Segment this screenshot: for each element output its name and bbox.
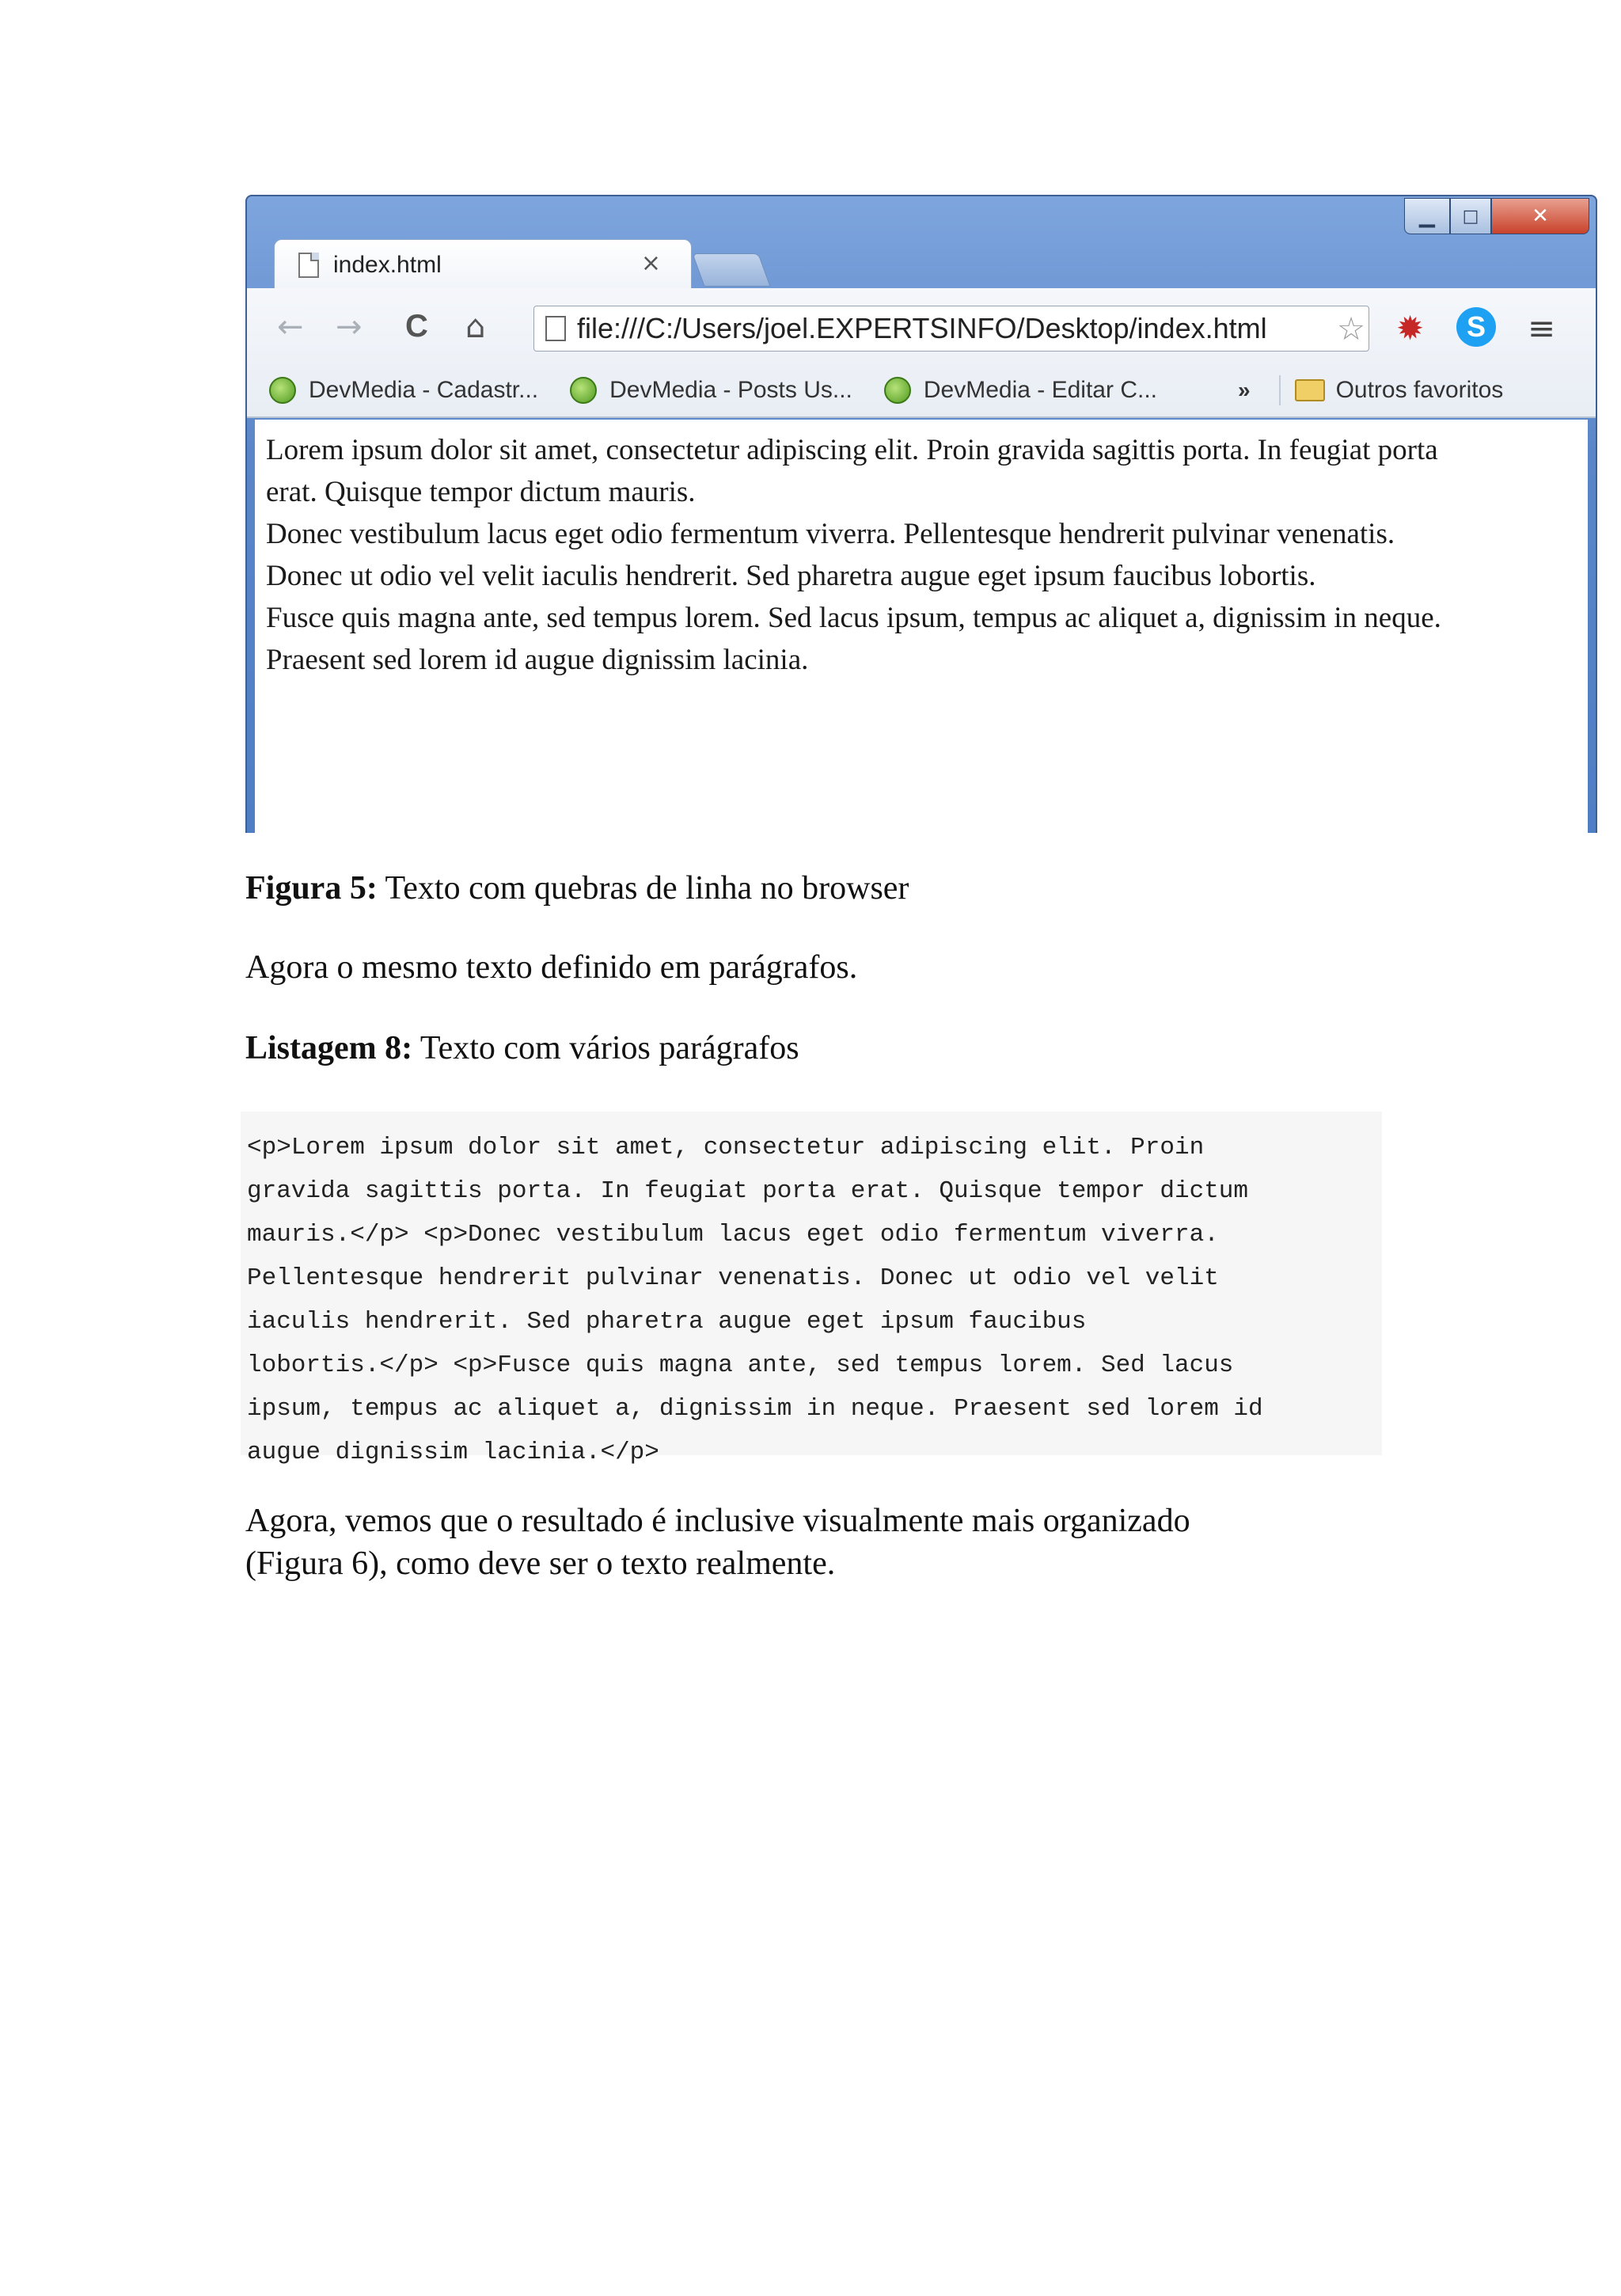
bookmark-label: DevMedia - Posts Us... bbox=[609, 377, 852, 403]
content-line: Lorem ipsum dolor sit amet, consectetur adipiscing elit. Proin gravida sagittis porta. In feugiat porta bbox=[266, 434, 1438, 466]
star-icon[interactable]: ☆ bbox=[1337, 311, 1365, 348]
figure-caption-text: Texto com quebras de linha no browser bbox=[377, 870, 909, 907]
bookmark-label: DevMedia - Editar C... bbox=[923, 377, 1157, 403]
content-line: erat. Quisque tempor dictum mauris. bbox=[266, 476, 696, 508]
bug-extension-icon[interactable]: ✹ bbox=[1396, 309, 1425, 348]
code-line: augue dignissim lacinia.</p> bbox=[247, 1439, 659, 1466]
address-bar[interactable] bbox=[533, 306, 1369, 352]
page-viewport bbox=[255, 420, 1588, 833]
page-icon bbox=[545, 316, 566, 341]
devmedia-icon bbox=[884, 377, 911, 404]
browser-toolbar bbox=[247, 288, 1596, 418]
bookmarks-separator bbox=[1279, 375, 1281, 405]
devmedia-icon bbox=[269, 377, 296, 404]
code-line: mauris.</p> <p>Donec vestibulum lacus eget odio fermentum viverra. bbox=[247, 1221, 1219, 1249]
bookmark-item[interactable] bbox=[884, 377, 1157, 404]
code-line: <p>Lorem ipsum dolor sit amet, consectetur adipiscing elit. Proin bbox=[247, 1134, 1205, 1161]
conclusion-line: (Figura 6), como deve ser o texto realmente. bbox=[245, 1545, 836, 1582]
page-icon bbox=[298, 253, 319, 278]
skype-extension-icon[interactable]: S bbox=[1456, 307, 1496, 347]
content-line: Fusce quis magna ante, sed tempus lorem. Sed lacus ipsum, tempus ac aliquet a, dignissim in neque. bbox=[266, 602, 1441, 634]
other-bookmarks-folder[interactable] bbox=[1295, 377, 1504, 404]
content-line: Donec vestibulum lacus eget odio fermentum viverra. Pellentesque hendrerit pulvinar venenatis. bbox=[266, 518, 1395, 550]
forward-arrow-icon[interactable]: → bbox=[336, 309, 363, 345]
bookmark-item[interactable] bbox=[570, 377, 852, 404]
content-line: Donec ut odio vel velit iaculis hendrerit. Sed pharetra augue eget ipsum faucibus lobortis. bbox=[266, 560, 1316, 592]
intro-paragraph: Agora o mesmo texto definido em parágrafos. bbox=[245, 949, 858, 986]
new-tab-button[interactable] bbox=[692, 253, 770, 287]
tab-close-icon[interactable]: × bbox=[640, 249, 661, 277]
code-line: ipsum, tempus ac aliquet a, dignissim in neque. Praesent sed lorem id bbox=[247, 1395, 1263, 1423]
home-icon[interactable]: ⌂ bbox=[465, 309, 486, 345]
reload-icon[interactable]: C bbox=[405, 309, 428, 344]
bookmarks-bar bbox=[269, 371, 1575, 410]
code-line: iaculis hendrerit. Sed pharetra augue eget ipsum faucibus bbox=[247, 1308, 1087, 1336]
figure-caption bbox=[245, 869, 909, 907]
bookmark-item[interactable] bbox=[269, 377, 538, 404]
other-bookmarks-label: Outros favoritos bbox=[1335, 377, 1504, 403]
content-line: Praesent sed lorem id augue dignissim lacinia. bbox=[266, 644, 809, 676]
listing-caption-label: Listagem 8: bbox=[245, 1030, 413, 1066]
tab-title: index.html bbox=[333, 251, 442, 278]
menu-icon[interactable]: ≡ bbox=[1528, 309, 1556, 348]
maximize-button[interactable]: □ bbox=[1450, 198, 1491, 234]
listing-caption-text: Texto com vários parágrafos bbox=[412, 1030, 799, 1066]
figure-caption-label: Figura 5: bbox=[245, 870, 378, 907]
code-line: Pellentesque hendrerit pulvinar venenatis. Donec ut odio vel velit bbox=[247, 1264, 1219, 1292]
back-arrow-icon[interactable]: ← bbox=[277, 309, 304, 345]
devmedia-icon bbox=[570, 377, 597, 404]
minimize-button[interactable]: ▁ bbox=[1404, 198, 1450, 234]
listing-caption bbox=[245, 1029, 799, 1067]
code-listing bbox=[241, 1112, 1382, 1466]
code-line: lobortis.</p> <p>Fusce quis magna ante, sed tempus lorem. Sed lacus bbox=[247, 1351, 1234, 1379]
code-line: gravida sagittis porta. In feugiat porta erat. Quisque tempor dictum bbox=[247, 1177, 1249, 1205]
url-text: file:///C:/Users/joel.EXPERTSINFO/Desktop/index.html bbox=[577, 312, 1267, 344]
folder-icon bbox=[1295, 379, 1325, 401]
bookmarks-more-icon[interactable]: » bbox=[1237, 378, 1251, 402]
browser-screenshot-figure bbox=[245, 195, 1597, 833]
conclusion-paragraph bbox=[245, 1500, 1190, 1585]
window-controls bbox=[1404, 198, 1589, 238]
bookmark-label: DevMedia - Cadastr... bbox=[309, 377, 539, 403]
browser-tab[interactable] bbox=[274, 239, 692, 290]
conclusion-line: Agora, vemos que o resultado é inclusive visualmente mais organizado bbox=[245, 1503, 1190, 1539]
close-window-button[interactable]: ✕ bbox=[1491, 198, 1589, 234]
